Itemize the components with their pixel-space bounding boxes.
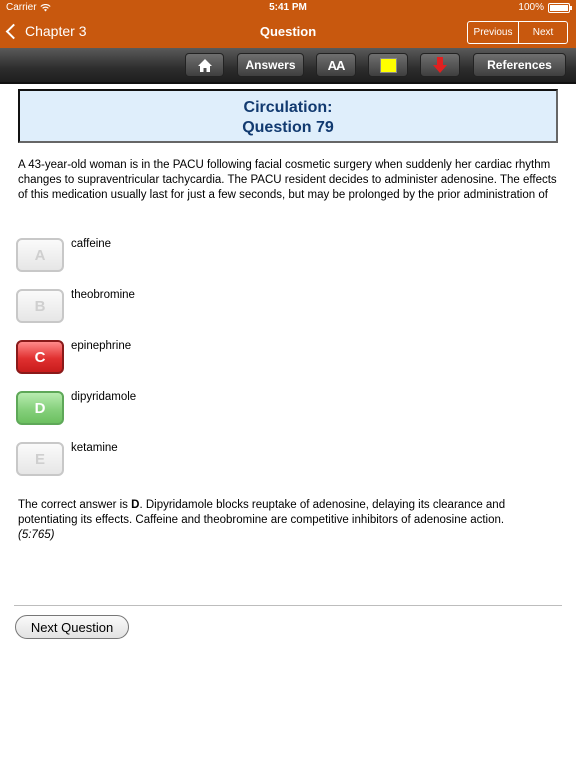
note-button[interactable] bbox=[368, 53, 408, 77]
option-button-c[interactable]: C bbox=[16, 340, 64, 374]
option-text-d: dipyridamole bbox=[71, 391, 137, 403]
option-text-b: theobromine bbox=[71, 289, 135, 301]
divider bbox=[14, 605, 562, 606]
explanation-prefix: The correct answer is bbox=[18, 499, 132, 511]
question-number: Question 79 bbox=[242, 119, 334, 136]
next-question-button[interactable]: Next Question bbox=[15, 615, 129, 639]
clock: 5:41 PM bbox=[269, 2, 307, 13]
option-text-e: ketamine bbox=[71, 442, 118, 454]
question-stem: A 43-year-old woman is in the PACU following facial cosmetic surgery when suddenly her cardiac rhythm changes to supraventricular tachycardia. The PACU resident decides to administer adenosine. The effects of this medication usually last for just a few seconds, but may be prolonged by the prior administration of bbox=[18, 159, 557, 201]
navigation-bar bbox=[0, 16, 576, 48]
nav-title: Question bbox=[259, 24, 317, 39]
font-size-label: AA bbox=[327, 57, 345, 73]
prev-next-segment bbox=[467, 21, 568, 44]
option-button-d[interactable]: D bbox=[16, 391, 64, 425]
previous-button[interactable]: Previous bbox=[468, 22, 519, 43]
question-category: Circulation: bbox=[243, 99, 333, 116]
bookmark-button[interactable] bbox=[420, 53, 460, 77]
status-bar bbox=[0, 0, 576, 16]
carrier-label: Carrier bbox=[6, 2, 37, 13]
next-button[interactable]: Next bbox=[532, 27, 554, 38]
answer-option-d bbox=[16, 391, 536, 427]
toolbar bbox=[0, 48, 576, 84]
option-button-b[interactable]: B bbox=[16, 289, 64, 323]
back-label: Chapter 3 bbox=[25, 23, 87, 39]
answer-explanation bbox=[18, 498, 558, 543]
answer-option-c bbox=[16, 340, 536, 376]
battery-percent: 100% bbox=[518, 2, 544, 13]
font-size-button[interactable] bbox=[316, 53, 356, 77]
bookmark-icon bbox=[433, 57, 447, 73]
explanation-citation: (5:765) bbox=[18, 529, 55, 541]
correct-answer-letter: D bbox=[131, 499, 140, 511]
home-icon bbox=[197, 58, 213, 73]
explanation-body: . Dipyridamole blocks reuptake of adenosine, delaying its clearance and potentiating its effects. Caffeine and theobromine are competitive inhibitors of adenosine action. bbox=[18, 499, 506, 526]
option-button-e[interactable]: E bbox=[16, 442, 64, 476]
note-icon bbox=[380, 58, 397, 73]
answer-option-e bbox=[16, 442, 536, 478]
home-button[interactable] bbox=[185, 53, 224, 77]
option-button-a[interactable]: A bbox=[16, 238, 64, 272]
references-button[interactable]: References bbox=[473, 53, 566, 77]
battery-icon bbox=[548, 3, 570, 13]
option-text-c: epinephrine bbox=[71, 340, 132, 352]
answer-option-b bbox=[16, 289, 536, 325]
question-heading bbox=[18, 89, 558, 143]
battery-info bbox=[518, 2, 570, 13]
answers-button[interactable]: Answers bbox=[237, 53, 304, 77]
option-text-a: caffeine bbox=[71, 238, 112, 250]
answer-option-a bbox=[16, 238, 536, 274]
